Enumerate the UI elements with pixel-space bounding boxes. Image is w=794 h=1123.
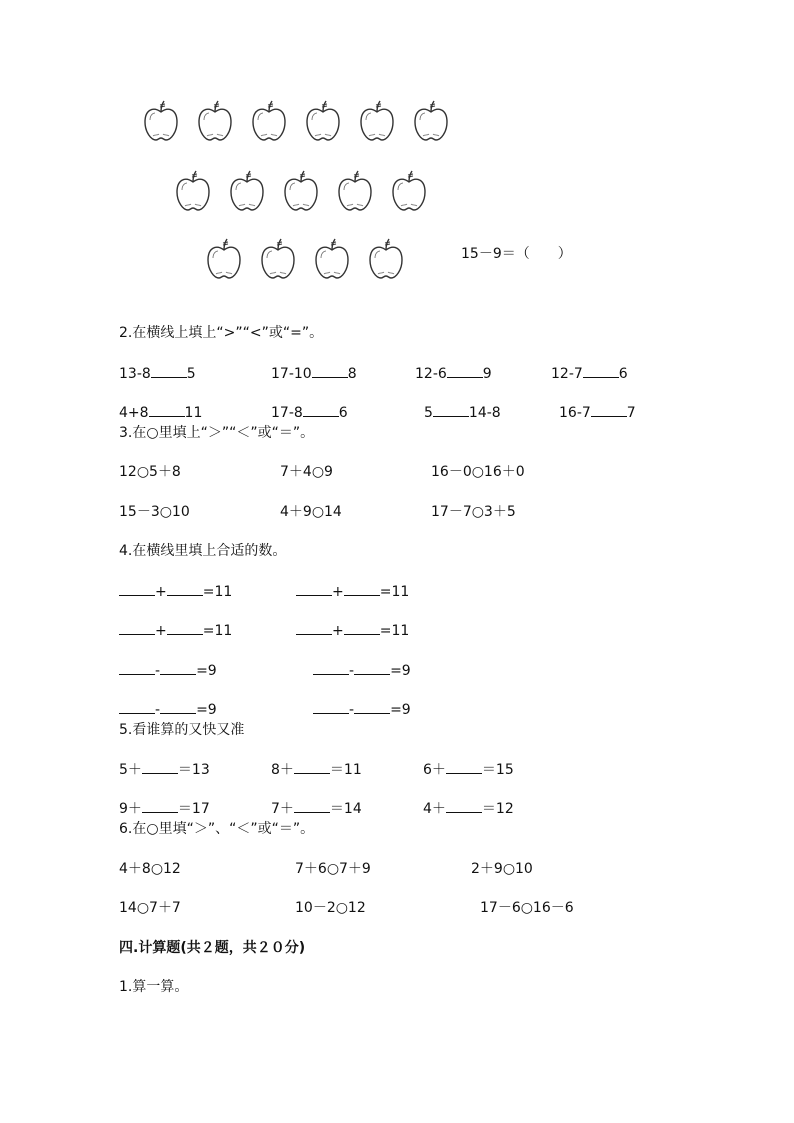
q5-left: 9＋	[119, 801, 142, 817]
apple-icon	[368, 236, 404, 280]
q2-left: 12-6	[415, 366, 447, 382]
minus-op: -	[349, 663, 355, 679]
answer-blank[interactable]	[433, 403, 469, 417]
q5-left: 8＋	[271, 762, 294, 778]
answer-blank[interactable]	[142, 799, 178, 813]
q5-right: ＝12	[481, 801, 514, 817]
q5-item	[119, 760, 210, 779]
q3-item: 15－3○10	[119, 504, 190, 520]
plus-op: +	[155, 623, 167, 639]
q2-item	[415, 364, 492, 383]
q2-left: 12-7	[551, 366, 583, 382]
answer-blank[interactable]	[312, 364, 348, 378]
answer-blank[interactable]	[296, 621, 332, 635]
apple-icon	[206, 236, 242, 280]
q2-right: 9	[482, 366, 492, 382]
apple-icon	[283, 168, 319, 212]
minus-op: -	[155, 702, 161, 718]
answer-blank[interactable]	[313, 661, 349, 675]
answer-blank[interactable]	[344, 621, 380, 635]
answer-blank[interactable]	[294, 760, 330, 774]
q6-item: 17－6○16－6	[480, 900, 574, 916]
answer-blank[interactable]	[160, 700, 196, 714]
answer-blank[interactable]	[119, 661, 155, 675]
q4-item	[313, 661, 411, 680]
q2-right: 14-8	[468, 405, 501, 421]
q4-item	[296, 582, 409, 601]
q4-title: 4.在横线里填上合适的数。	[119, 543, 287, 559]
q5-item	[119, 799, 210, 818]
apple-icon	[314, 236, 350, 280]
minus-op: -	[349, 702, 355, 718]
q2-item	[551, 364, 628, 383]
answer-blank[interactable]	[354, 661, 390, 675]
apple-icon	[359, 98, 395, 142]
q4-result: =11	[202, 623, 233, 639]
q4-item	[119, 700, 217, 719]
answer-blank[interactable]	[294, 799, 330, 813]
q5-left: 6＋	[423, 762, 446, 778]
q5-right: ＝17	[177, 801, 210, 817]
apple-icon	[337, 168, 373, 212]
q5-title: 5.看谁算的又快又准	[119, 722, 245, 738]
q2-left: 13-8	[119, 366, 151, 382]
q2-item	[119, 364, 196, 383]
apple-icon	[391, 168, 427, 212]
answer-blank[interactable]	[303, 403, 339, 417]
q2-right: 11	[184, 405, 203, 421]
q2-right: 6	[618, 366, 628, 382]
q2-left: 17-10	[271, 366, 312, 382]
q4-result: =9	[196, 702, 217, 718]
q2-right: 5	[186, 366, 196, 382]
q3-item: 12○5＋8	[119, 464, 181, 480]
q2-item	[271, 364, 357, 383]
apple-icon	[197, 98, 233, 142]
apple-icon	[260, 236, 296, 280]
q5-item	[423, 760, 514, 779]
q4-result: =11	[202, 584, 233, 600]
q2-right: 7	[626, 405, 636, 421]
q6-title: 6.在○里填“＞”、“＜”或“＝”。	[119, 821, 315, 837]
answer-blank[interactable]	[160, 661, 196, 675]
q2-right: 6	[338, 405, 348, 421]
answer-blank[interactable]	[167, 621, 203, 635]
apple-icon	[175, 168, 211, 212]
answer-blank[interactable]	[446, 799, 482, 813]
answer-blank[interactable]	[446, 760, 482, 774]
answer-blank[interactable]	[354, 700, 390, 714]
answer-blank[interactable]	[119, 582, 155, 596]
q3-item: 17－7○3＋5	[431, 504, 516, 520]
apple-row-2	[175, 168, 427, 212]
q6-item: 4＋8○12	[119, 861, 181, 877]
q2-item	[119, 403, 202, 422]
q1-equation: 15－9＝（ ）	[461, 246, 572, 262]
plus-op: +	[155, 584, 167, 600]
answer-blank[interactable]	[167, 582, 203, 596]
q3-item: 16－0○16＋0	[431, 464, 525, 480]
q2-left: 5	[424, 405, 433, 421]
q4-item	[119, 621, 232, 640]
q2-left: 4+8	[119, 405, 149, 421]
q2-item	[424, 403, 501, 422]
q2-item	[559, 403, 636, 422]
section4-title: 四.计算题(共２题，共２０分)	[119, 940, 306, 956]
q5-item	[271, 799, 362, 818]
q3-title: 3.在○里填上“＞”“＜”或“＝”。	[119, 425, 315, 441]
q4-result: =11	[379, 623, 410, 639]
q6-item: 7＋6○7＋9	[295, 861, 371, 877]
q6-item: 10－2○12	[295, 900, 366, 916]
q4-result: =9	[196, 663, 217, 679]
q6-item: 14○7＋7	[119, 900, 181, 916]
q2-left: 17-8	[271, 405, 303, 421]
answer-blank[interactable]	[119, 621, 155, 635]
q3-item: 7＋4○9	[280, 464, 333, 480]
apple-icon	[143, 98, 179, 142]
answer-blank[interactable]	[313, 700, 349, 714]
answer-blank[interactable]	[344, 582, 380, 596]
q5-left: 7＋	[271, 801, 294, 817]
q5-item	[423, 799, 514, 818]
answer-blank[interactable]	[149, 403, 185, 417]
q5-left: 5＋	[119, 762, 142, 778]
q4-item	[313, 700, 411, 719]
answer-blank[interactable]	[583, 364, 619, 378]
q4-item	[119, 661, 217, 680]
q3-item: 4＋9○14	[280, 504, 342, 520]
q5-item	[271, 760, 362, 779]
apple-icon	[251, 98, 287, 142]
answer-blank[interactable]	[447, 364, 483, 378]
q5-right: ＝13	[177, 762, 210, 778]
q2-item	[271, 403, 348, 422]
plus-op: +	[332, 623, 344, 639]
answer-blank[interactable]	[591, 403, 627, 417]
q4-result: =11	[379, 584, 410, 600]
plus-op: +	[332, 584, 344, 600]
apple-row-3	[206, 236, 404, 280]
q6-item: 2＋9○10	[471, 861, 533, 877]
q2-left: 16-7	[559, 405, 591, 421]
section4-sub: 1.算一算。	[119, 979, 189, 995]
q2-right: 8	[347, 366, 357, 382]
q4-item	[296, 621, 409, 640]
q5-left: 4＋	[423, 801, 446, 817]
apple-icon	[413, 98, 449, 142]
q5-right: ＝15	[481, 762, 514, 778]
minus-op: -	[155, 663, 161, 679]
answer-blank[interactable]	[151, 364, 187, 378]
answer-blank[interactable]	[296, 582, 332, 596]
q4-result: =9	[390, 663, 411, 679]
answer-blank[interactable]	[142, 760, 178, 774]
q5-right: ＝14	[329, 801, 362, 817]
q2-title: 2.在横线上填上“>”“<”或“=”。	[119, 325, 324, 341]
q5-right: ＝11	[329, 762, 362, 778]
q4-result: =9	[390, 702, 411, 718]
apple-icon	[305, 98, 341, 142]
answer-blank[interactable]	[119, 700, 155, 714]
apple-icon	[229, 168, 265, 212]
q4-item	[119, 582, 232, 601]
apple-row-1	[143, 98, 449, 142]
